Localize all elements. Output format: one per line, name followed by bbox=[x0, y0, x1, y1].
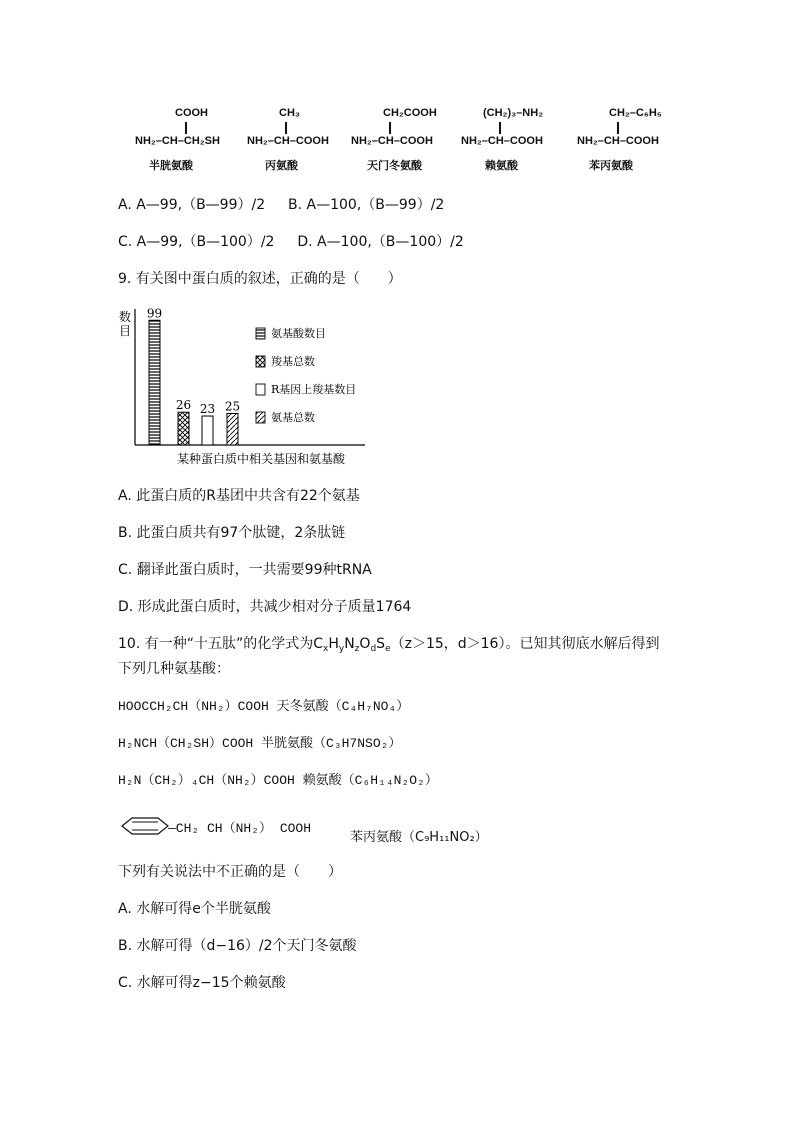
q10-stem-continued: 下列几种氨基酸： bbox=[118, 661, 230, 677]
data-label-2: 23 bbox=[199, 402, 216, 417]
structure-cysteine bbox=[135, 105, 245, 175]
structure-top-group: COOH bbox=[175, 107, 208, 119]
legend-swatch-2 bbox=[256, 384, 265, 395]
legend-label-1: 羧基总数 bbox=[271, 355, 315, 368]
bar-1 bbox=[178, 412, 189, 445]
structure-name: 苯丙氨酸 bbox=[589, 160, 633, 172]
x-axis-label: 某种蛋白质中相关基因和氨基酸 bbox=[177, 452, 346, 466]
amino-acid-structures bbox=[125, 105, 685, 175]
q10-option-a: A. 水解可得e个半胱氨酸 bbox=[118, 901, 271, 917]
amino-acid-aspartic: HOOCCH₂CH（NH₂）COOH 天冬氨酸（C₄H₇NO₄） bbox=[118, 699, 410, 714]
formula-o: O bbox=[359, 636, 371, 652]
q8-option-d: D. A—100,（B—100）/2 bbox=[297, 234, 464, 250]
formula-sub-y: y bbox=[338, 644, 345, 654]
bar-0 bbox=[149, 320, 160, 445]
q9-option-d: D. 形成此蛋白质时，共减少相对分子质量1764 bbox=[118, 599, 412, 615]
formula-sub-d: d bbox=[370, 644, 377, 654]
y-axis-label: 数 bbox=[118, 310, 132, 324]
q9-option-a: A. 此蛋白质的R基团中共含有22个氨基 bbox=[118, 488, 360, 504]
formula-h: H bbox=[328, 636, 339, 652]
amino-acid-cysteine: H₂NCH（CH₂SH）COOH 半胱氨酸（C₃H7NSO₂） bbox=[118, 736, 402, 751]
q10-stem-text: 10. 有一种“十五肽”的化学式为C bbox=[118, 636, 323, 652]
bond-line bbox=[389, 122, 391, 134]
q8-option-b: B. A—100,（B—99）/2 bbox=[288, 197, 445, 213]
q8-options-row-2 bbox=[118, 233, 464, 251]
structure-main-chain: NH₂–CH–COOH bbox=[461, 135, 543, 147]
structure-top-group: CH₂COOH bbox=[383, 107, 437, 119]
bar-3 bbox=[227, 414, 238, 446]
structure-main-chain: NH₂–CH–COOH bbox=[577, 135, 659, 147]
structure-main-chain: NH₂–CH–COOH bbox=[351, 135, 433, 147]
q8-options-row-1 bbox=[118, 196, 444, 214]
y-axis-label: 目 bbox=[118, 324, 132, 338]
q9-option-b: B. 此蛋白质共有97个肽键，2条肽链 bbox=[118, 525, 346, 541]
q10-option-c: C. 水解可得z−15个赖氨酸 bbox=[118, 975, 286, 991]
structure-main-chain: NH₂–CH–CH₂SH bbox=[135, 135, 220, 147]
protein-bar-chart bbox=[115, 305, 385, 470]
structure-lysine bbox=[461, 105, 571, 175]
structure-name: 半胱氨酸 bbox=[149, 160, 193, 172]
q10-stem bbox=[118, 635, 659, 653]
bar-chart-svg bbox=[115, 305, 385, 470]
legend-label-0: 氨基酸数目 bbox=[271, 327, 326, 340]
amino-acid-phenylalanine bbox=[118, 815, 538, 847]
q9-stem: 9. 有关图中蛋白质的叙述，正确的是（ ） bbox=[118, 271, 402, 287]
structure-aspartic-acid bbox=[351, 105, 461, 175]
legend-swatch-1 bbox=[256, 356, 265, 367]
data-label-3: 25 bbox=[224, 399, 241, 414]
phenylalanine-name: 苯丙氨酸（C₉H₁₁NO₂） bbox=[350, 830, 488, 845]
q9-option-c: C. 翻译此蛋白质时，一共需要99种tRNA bbox=[118, 562, 372, 578]
formula-sub-e: e bbox=[385, 644, 391, 654]
formula-n: N bbox=[344, 636, 355, 652]
q8-option-a: A. A—99,（B—99）/2 bbox=[118, 197, 266, 213]
structure-phenylalanine bbox=[577, 105, 687, 175]
bar-2 bbox=[202, 416, 213, 445]
phenylalanine-formula: —CH₂ CH（NH₂） COOH bbox=[168, 821, 312, 836]
structure-name: 赖氨酸 bbox=[485, 160, 518, 172]
bond-line bbox=[285, 122, 287, 134]
data-label-0: 99 bbox=[146, 306, 163, 321]
bond-line bbox=[185, 122, 187, 134]
legend-swatch-3 bbox=[256, 412, 265, 423]
data-label-1: 26 bbox=[175, 398, 192, 413]
bond-line bbox=[617, 122, 619, 134]
structure-alanine bbox=[247, 105, 357, 175]
legend-label-2: R基因上羧基数目 bbox=[271, 383, 357, 396]
structure-top-group: CH₃ bbox=[279, 107, 300, 119]
benzene-ring-icon bbox=[118, 816, 170, 836]
bond-line bbox=[499, 122, 501, 134]
formula-sub-x: x bbox=[323, 644, 329, 654]
structure-name: 天门冬氨酸 bbox=[367, 160, 422, 172]
q10-stem-2: 下列有关说法中不正确的是（ ） bbox=[118, 864, 342, 880]
legend-swatch-0 bbox=[256, 328, 265, 339]
amino-acid-lysine: H₂N（CH₂）₄CH（NH₂）COOH 赖氨酸（C₆H₁₄N₂O₂） bbox=[118, 773, 438, 788]
q8-option-c: C. A—99,（B—100）/2 bbox=[118, 234, 275, 250]
structure-name: 丙氨酸 bbox=[265, 160, 298, 172]
structure-top-group: CH₂–C₆H₅ bbox=[609, 107, 662, 119]
q10-stem-condition: （z＞15，d＞16）。已知其彻底水解后得到 bbox=[390, 636, 660, 652]
structure-top-group: (CH₂)₃–NH₂ bbox=[483, 107, 544, 119]
formula-sub-z: z bbox=[354, 644, 360, 654]
legend-label-3: 氨基总数 bbox=[271, 411, 315, 424]
q10-option-b: B. 水解可得（d−16）/2个天门冬氨酸 bbox=[118, 938, 357, 954]
formula-s: S bbox=[376, 636, 386, 652]
structure-main-chain: NH₂–CH–COOH bbox=[247, 135, 329, 147]
